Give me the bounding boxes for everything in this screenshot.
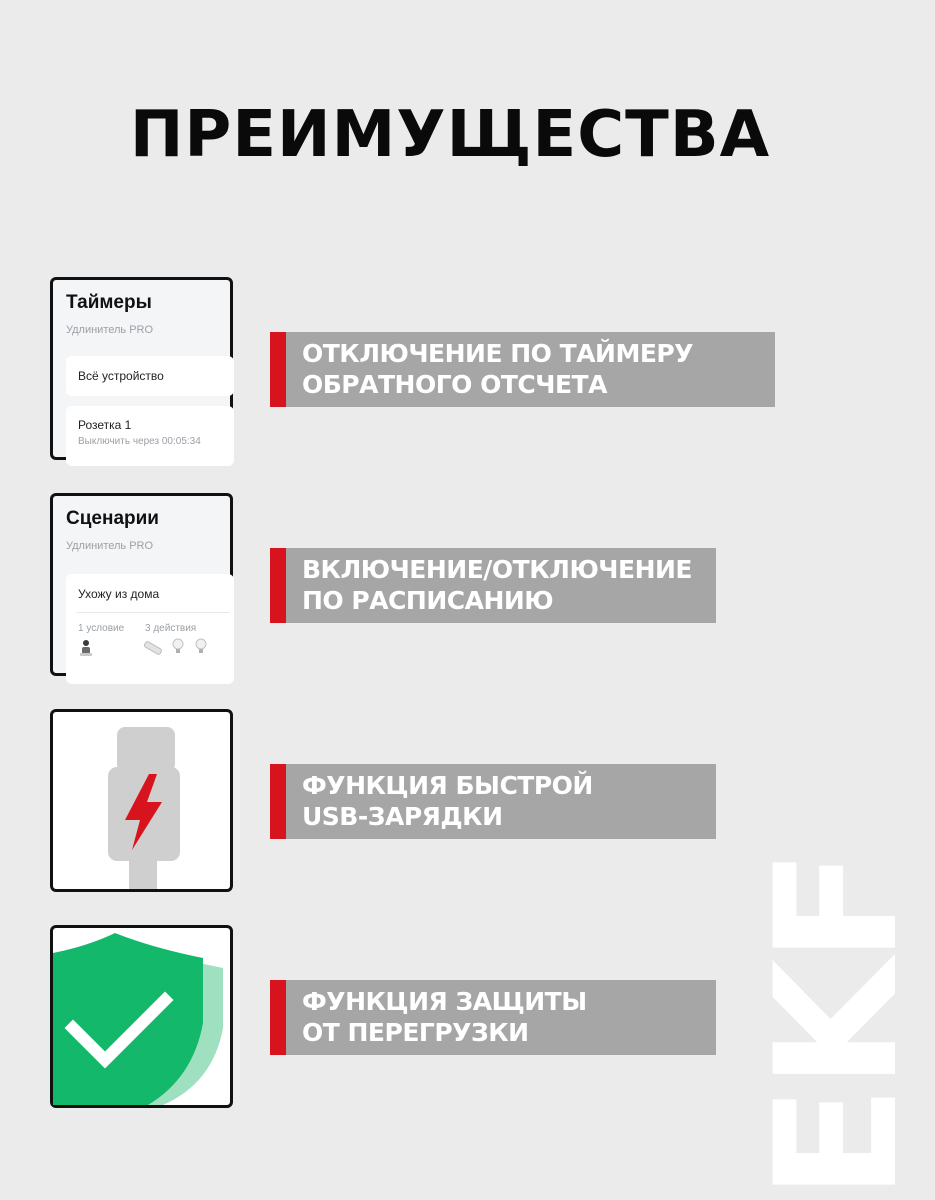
- scenarios-title: Сценарии: [66, 508, 159, 529]
- feature-timer-countdown: [270, 332, 775, 407]
- scenario-item[interactable]: [66, 574, 234, 684]
- page-title: ПРЕИМУЩЕСТВА: [129, 98, 771, 172]
- person-icon: [79, 639, 93, 657]
- feature-line-2: ОТ ПЕРЕГРУЗКИ: [302, 1018, 529, 1047]
- feature-overload-protection: [270, 980, 716, 1055]
- scenario-divider: [76, 612, 230, 613]
- feature-line-2: USB-ЗАРЯДКИ: [302, 802, 503, 831]
- feature-line-2: ПО РАСПИСАНИЮ: [302, 586, 554, 615]
- feature-accent-bar: [270, 980, 286, 1055]
- feature-accent-bar: [270, 764, 286, 839]
- brand-watermark-text: EKF: [739, 852, 935, 1200]
- timer-countdown: Выключить через 00:05:34: [78, 436, 201, 447]
- shield-check-icon: [53, 928, 230, 1105]
- lamp-icon: [194, 638, 208, 656]
- feature-text: [302, 770, 706, 832]
- timer-item-socket-1[interactable]: [66, 406, 234, 466]
- feature-text: [302, 554, 706, 616]
- usb-charging-card: [50, 709, 233, 892]
- timers-screenshot-card: [50, 277, 233, 460]
- scenario-conditions: 1 условие: [78, 623, 125, 634]
- feature-schedule: [270, 548, 716, 623]
- timer-item-label: Всё устройство: [78, 369, 164, 383]
- brand-watermark: [739, 738, 935, 1200]
- feature-line-1: ВКЛЮЧЕНИЕ/ОТКЛЮЧЕНИЕ: [302, 555, 692, 584]
- timers-title: Таймеры: [66, 292, 152, 313]
- power-strip-icon: [142, 640, 164, 656]
- feature-line-2: ОБРАТНОГО ОТСЧЕТА: [302, 370, 607, 399]
- timer-item-label: Розетка 1: [78, 418, 132, 432]
- scenario-actions: 3 действия: [145, 623, 197, 634]
- feature-line-1: ОТКЛЮЧЕНИЕ ПО ТАЙМЕРУ: [302, 339, 694, 368]
- feature-usb-charging: [270, 764, 716, 839]
- overload-protection-card: [50, 925, 233, 1108]
- usb-charging-icon: [53, 712, 230, 889]
- feature-text: [302, 338, 765, 400]
- feature-line-1: ФУНКЦИЯ ЗАЩИТЫ: [302, 987, 587, 1016]
- timer-item-all-device[interactable]: [66, 356, 234, 396]
- feature-line-1: ФУНКЦИЯ БЫСТРОЙ: [302, 771, 593, 800]
- scenario-name: Ухожу из дома: [78, 587, 160, 601]
- scenarios-screenshot-card: [50, 493, 233, 676]
- scenarios-subtitle: Удлинитель PRO: [66, 540, 154, 552]
- feature-text: [302, 986, 706, 1048]
- timers-subtitle: Удлинитель PRO: [66, 324, 154, 336]
- lamp-icon: [171, 638, 185, 656]
- feature-accent-bar: [270, 548, 286, 623]
- feature-accent-bar: [270, 332, 286, 407]
